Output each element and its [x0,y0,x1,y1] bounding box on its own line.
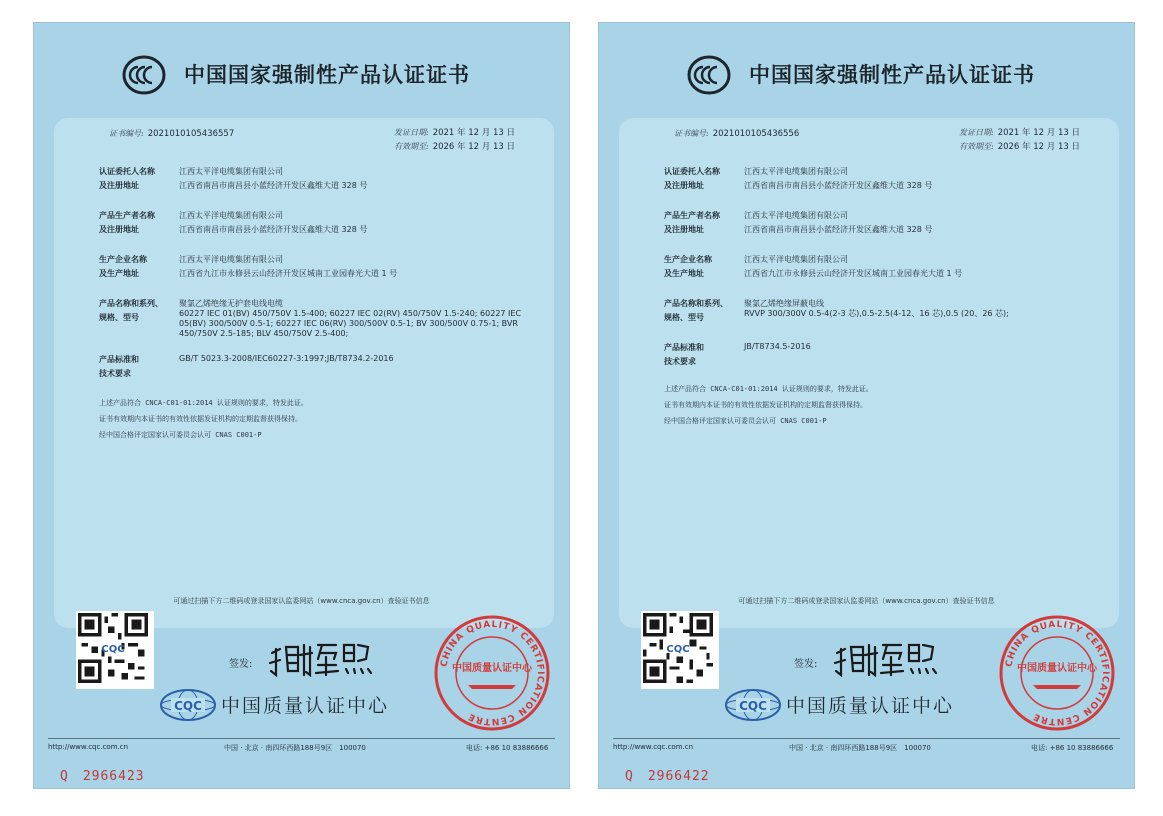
certificate-header [599,53,1134,97]
valid-date: 有效期至: 2026 年 12 月 13 日 [394,142,515,152]
issuing-organization: 中国质量认证中心 [221,695,390,717]
signature-label: 签发: [794,659,818,670]
conformity-note: 上述产品符合 CNCA-C01-01:2014 认证规则的要求，特发此证。 [664,385,873,393]
certificate-title: 中国国家强制性产品认证证书 [749,63,1035,87]
footer-address: 中国 · 北京 · 南四环西路188号9区 100070 [789,744,931,752]
signature-image [266,635,376,685]
svg-text:CQC: CQC [739,699,767,713]
qr-code-icon [76,611,154,689]
certificate-body-panel: 证书编号: 2021010105436557 发证日期: 2021 年 12 月 13 日 有效期至: 2026 年 12 月 13 日 认证委托人名称 及注册地址 江西太平洋电缆集团有限公司 江西省南昌市南昌县小蓝经济开发区鑫维大道 328 号 产品生产者名称 及注册地址 江西太平洋电缆集团有限公司 江西省南昌市南昌县小蓝经济开发区鑫维大道 328 号 生产企业名称 及生产地址 江西太平洋电缆集团有限公司 江西省九江市永修县云山经济开发区城南工业园春光大道 1 号 产品名称和系列、 规格、型号 聚氯乙烯绝缘无护套电线电缆 60227 IEC 01(BV) 450/750V 1.5-400; 60227 IEC 02(RV) 450/750V 1.5-240; 60227 IEC 05(BV) 300/500V 0.5-1; 60227 IEC 06(RV) 300/500V 0.5-1; BV 300/500V 0.75-1; BVR 450/750V 2.5-185; BLV 450/750V 2.5-400; 产品标准和 技术要求 GB/T 5023.3-2008/IEC60227-3:1997;JB/T8734.2-2016 上述产品符合 CNCA-C01-01:2014 认证规则的要求，特发此证。 证书有效期内本证书的有效性依据发证机构的定期监督获得保持。 经中国合格评定国家认可委员会认可 CNAS C001-P [54,118,554,628]
svg-text:中国质量认证中心: 中国质量认证中心 [1017,663,1097,674]
certificate-header [34,53,569,97]
ccc-mark-icon [687,53,731,97]
cqc-logo-icon [724,688,782,722]
footer-divider [48,738,555,739]
svg-text:CHINA QUALITY CERTIFICATION CE: CHINA QUALITY CERTIFICATION CENTRE [1004,619,1111,727]
footer-phone: 电话: +86 10 83886666 [1031,744,1114,752]
issue-date: 发证日期: 2021 年 12 月 13 日 [959,128,1080,138]
valid-date: 有效期至: 2026 年 12 月 13 日 [959,142,1080,152]
footer-website: http://www.cqc.com.cn [48,743,129,751]
svg-text:中国质量认证中心: 中国质量认证中心 [452,663,532,674]
conformity-note: 上述产品符合 CNCA-C01-01:2014 认证规则的要求，特发此证。 [99,399,308,407]
issuing-organization: 中国质量认证中心 [786,695,955,717]
official-seal-icon [432,613,552,733]
accreditation-note: 经中国合格评定国家认可委员会认可 CNAS C001-P [99,431,262,439]
cert-number: 证书编号: 2021010105436557 [109,129,235,139]
cert-number: 证书编号: 2021010105436556 [674,129,800,139]
certificate-left [33,22,570,789]
qr-code-icon [641,611,719,689]
verify-notice: 可通过扫描下方二维码或登录国家认监委网站（www.cnca.gov.cn）查验证书信息 [738,597,995,605]
official-seal-icon [997,613,1117,733]
svg-text:CQC: CQC [666,644,690,655]
certificate-right [598,22,1135,789]
serial-number: Q 2966423 [60,769,145,784]
footer-phone: 电话: +86 10 83886666 [466,744,549,752]
verify-notice: 可通过扫描下方二维码或登录国家认监委网站（www.cnca.gov.cn）查验证书信息 [173,597,430,605]
footer-website: http://www.cqc.com.cn [613,743,694,751]
ccc-mark-icon [122,53,166,97]
svg-text:CQC: CQC [101,644,125,655]
validity-note: 证书有效期内本证书的有效性依据发证机构的定期监督获得保持。 [664,401,867,409]
svg-text:CHINA QUALITY CERTIFICATION CE: CHINA QUALITY CERTIFICATION CENTRE [439,619,546,727]
svg-text:CQC: CQC [174,699,202,713]
footer-address: 中国 · 北京 · 南四环西路188号9区 100070 [224,744,366,752]
signature-label: 签发: [229,659,253,670]
certificate-body-panel: 证书编号: 2021010105436556 发证日期: 2021 年 12 月 13 日 有效期至: 2026 年 12 月 13 日 认证委托人名称 及注册地址 江西太平洋电缆集团有限公司 江西省南昌市南昌县小蓝经济开发区鑫维大道 328 号 产品生产者名称 及注册地址 江西太平洋电缆集团有限公司 江西省南昌市南昌县小蓝经济开发区鑫维大道 328 号 生产企业名称 及生产地址 江西太平洋电缆集团有限公司 江西省九江市永修县云山经济开发区城南工业园春光大道 1 号 产品名称和系列、 规格、型号 聚氯乙烯绝缘屏蔽电线 RVVP 300/300V 0.5-4(2-3 芯),0.5-2.5(4-12、16 芯),0.5 (20、26 芯); 产品标准和 技术要求 JB/T8734.5-2016 上述产品符合 CNCA-C01-01:2014 认证规则的要求，特发此证。 证书有效期内本证书的有效性依据发证机构的定期监督获得保持。 经中国合格评定国家认可委员会认可 CNAS C001-P [619,118,1119,628]
signature-image [831,635,941,685]
certificate-title: 中国国家强制性产品认证证书 [184,63,470,87]
accreditation-note: 经中国合格评定国家认可委员会认可 CNAS C001-P [664,417,827,425]
validity-note: 证书有效期内本证书的有效性依据发证机构的定期监督获得保持。 [99,415,302,423]
cqc-logo-icon [159,688,217,722]
issue-date: 发证日期: 2021 年 12 月 13 日 [394,128,515,138]
footer-divider [613,738,1120,739]
serial-number: Q 2966422 [625,769,710,784]
